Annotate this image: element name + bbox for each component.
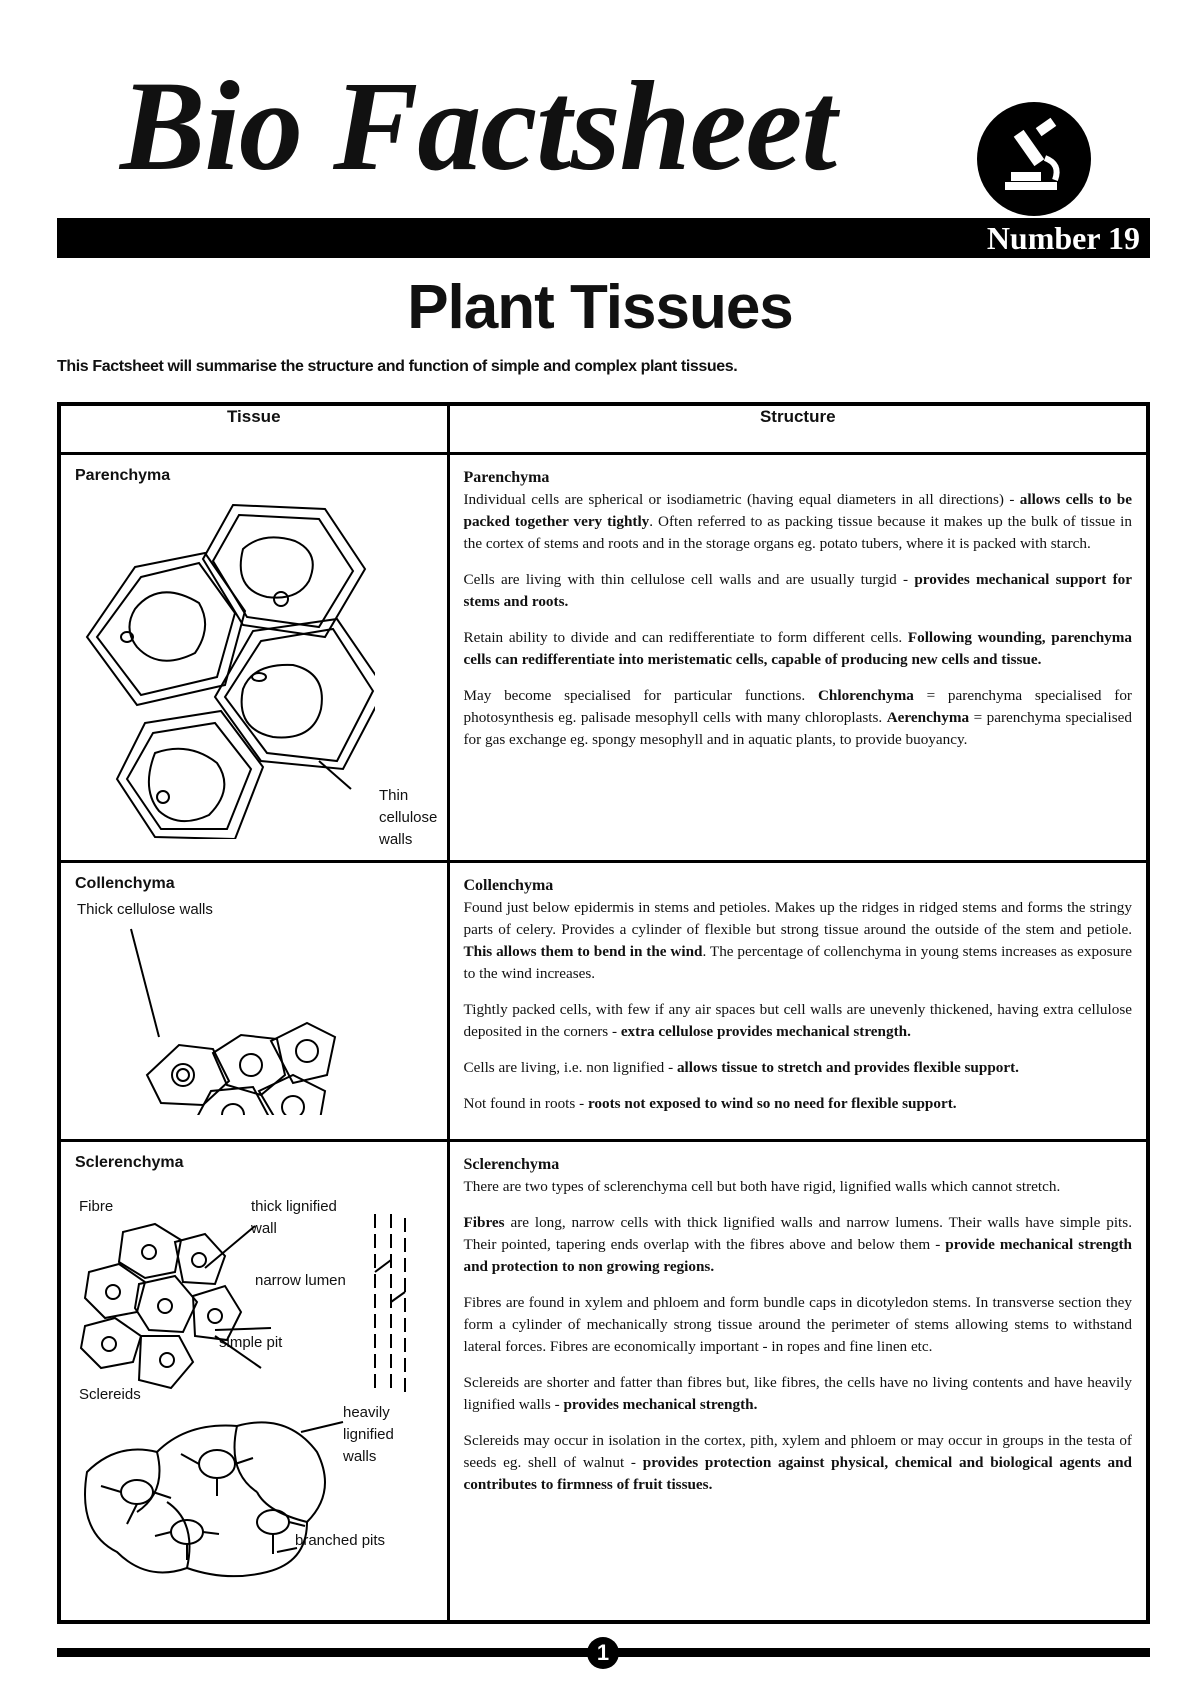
sclerenchyma-p2: Fibres are long, narrow cells with thick lignified walls and narrow lumens. Their walls have simple pits. Their pointed, tapering ends overlap with the fibres above and below them - provide mechanical strength and protection to non growing regions.: [463, 1214, 1133, 1275]
intro-text: This Factsheet will summarise the structure and function of simple and complex plant tissues.: [57, 358, 738, 375]
fibre-diagram: [75, 1212, 455, 1402]
thick-walls-label: Thick cellulose walls: [77, 901, 213, 918]
collenchyma-p3: Cells are living, i.e. non lignified - allows tissue to stretch and provides flexible support.: [463, 1059, 1019, 1076]
sclerenchyma-p1: There are two types of sclerenchyma cell but both have rigid, lignified walls which cannot stretch.: [463, 1178, 1061, 1195]
sclerenchyma-name: Sclerenchyma: [75, 1154, 184, 1171]
sclerenchyma-diagram-cell: [59, 1141, 448, 1623]
parenchyma-heading: Parenchyma: [463, 469, 550, 486]
heavily-lignified-label: heavily lignified walls: [343, 1404, 394, 1465]
table-row: [59, 1141, 1148, 1623]
table-row: [59, 454, 1148, 862]
narrow-lumen-label: narrow lumen: [255, 1272, 346, 1289]
collenchyma-p1: Found just below epidermis in stems and petioles. Makes up the ridges in ridged stems and forms the stringy parts of celery. Provides a cylinder of flexible but strong tissue around the outside of the stem and petiole. This allows them to bend in the wind. The percentage of collenchyma in young stems increases as exposure to the wind increases.: [463, 899, 1132, 982]
fibre-label: Fibre: [79, 1198, 114, 1215]
collenchyma-name: Collenchyma: [75, 875, 175, 892]
table-row: [59, 862, 1148, 1141]
collenchyma-diagram: [121, 925, 421, 1115]
sclerenchyma-p5: Sclereids may occur in isolation in the cortex, pith, xylem and phloem or may occur in groups in the testa of seeds eg. shell of walnut - provides protection against physical, chemical and biological agents and contributes to firmness of fruit tissues.: [463, 1432, 1132, 1493]
header-structure: Structure: [448, 404, 1148, 454]
collenchyma-diagram-cell: [59, 862, 448, 1141]
parenchyma-p3: Retain ability to divide and can redifferentiate to form different cells. Following wounding, parenchyma cells can redifferentiate into meristematic cells, capable of producing new cells and tissue.: [463, 629, 1133, 668]
parenchyma-p2: Cells are living with thin cellulose cell walls and are usually turgid - provides mechanical support for stems and roots.: [463, 571, 1132, 610]
page-number: 1: [587, 1637, 619, 1669]
sclerenchyma-heading: Sclerenchyma: [463, 1156, 560, 1173]
sclerenchyma-structure: [448, 1141, 1148, 1623]
collenchyma-structure: [448, 862, 1148, 1141]
collenchyma-p2: Tightly packed cells, with few if any air spaces but cell walls are unevenly thickened, having extra cellulose deposited in the corners - extra cellulose provides mechanical strength.: [463, 1001, 1132, 1040]
collenchyma-p4: Not found in roots - roots not exposed to wind so no need for flexible support.: [463, 1095, 957, 1112]
parenchyma-p4: May become specialised for particular functions. Chlorenchyma = parenchyma specialised for photosynthesis eg. palisade mesophyll cells with many chloroplasts. Aerenchyma = parenchyma specialised for gas exchange eg. spongy mesophyll and in aquatic plants, to provide buoyancy.: [463, 687, 1132, 748]
brand-title: [120, 55, 836, 197]
sclereid-diagram: [77, 1412, 347, 1582]
tissue-table: [57, 402, 1150, 1624]
brand-part2: Factsheet: [332, 55, 836, 197]
microscope-icon: [975, 100, 1093, 218]
page-title: Plant Tissues: [407, 273, 793, 342]
sclerenchyma-p3: Fibres are found in xylem and phloem and form bundle caps in dicotyledon stems. In transverse section they form a cylinder of mechanically strong tissue around the perimeter of stems allowing stems to withstand lateral forces. Fibres are economically important - in ropes and fine linen etc.: [463, 1294, 1132, 1355]
factsheet-number: Number 19: [986, 220, 1140, 256]
simple-pit-label: simple pit: [219, 1334, 283, 1351]
thin-walls-label: Thin cellulose walls: [379, 787, 438, 848]
parenchyma-name: Parenchyma: [75, 467, 171, 484]
thick-lignified-label: thick lignified wall: [251, 1198, 337, 1237]
parenchyma-diagram: [75, 499, 375, 839]
parenchyma-structure: [448, 454, 1148, 862]
branched-pits-label: branched pits: [295, 1532, 386, 1549]
collenchyma-heading: Collenchyma: [463, 877, 554, 894]
parenchyma-p1: Individual cells are spherical or isodiametric (having equal diameters in all directions) - allows cells to be packed together very tightly. Often referred to as packing tissue because it makes up the bulk of tissue in the cortex of stems and roots and in the storage organs eg. potato tubers, where it is packed with starch.: [463, 491, 1132, 552]
sclerenchyma-p4: Sclereids are shorter and fatter than fibres but, like fibres, the cells have no living contents and have heavily lignified walls - provides mechanical strength.: [463, 1374, 1132, 1413]
header-bar: [57, 218, 1150, 258]
parenchyma-diagram-cell: [59, 454, 448, 862]
table-header-row: [59, 404, 1148, 454]
sclereids-label: Sclereids: [79, 1386, 141, 1403]
header-tissue: Tissue: [59, 404, 448, 454]
brand-part1: Bio: [120, 55, 302, 197]
